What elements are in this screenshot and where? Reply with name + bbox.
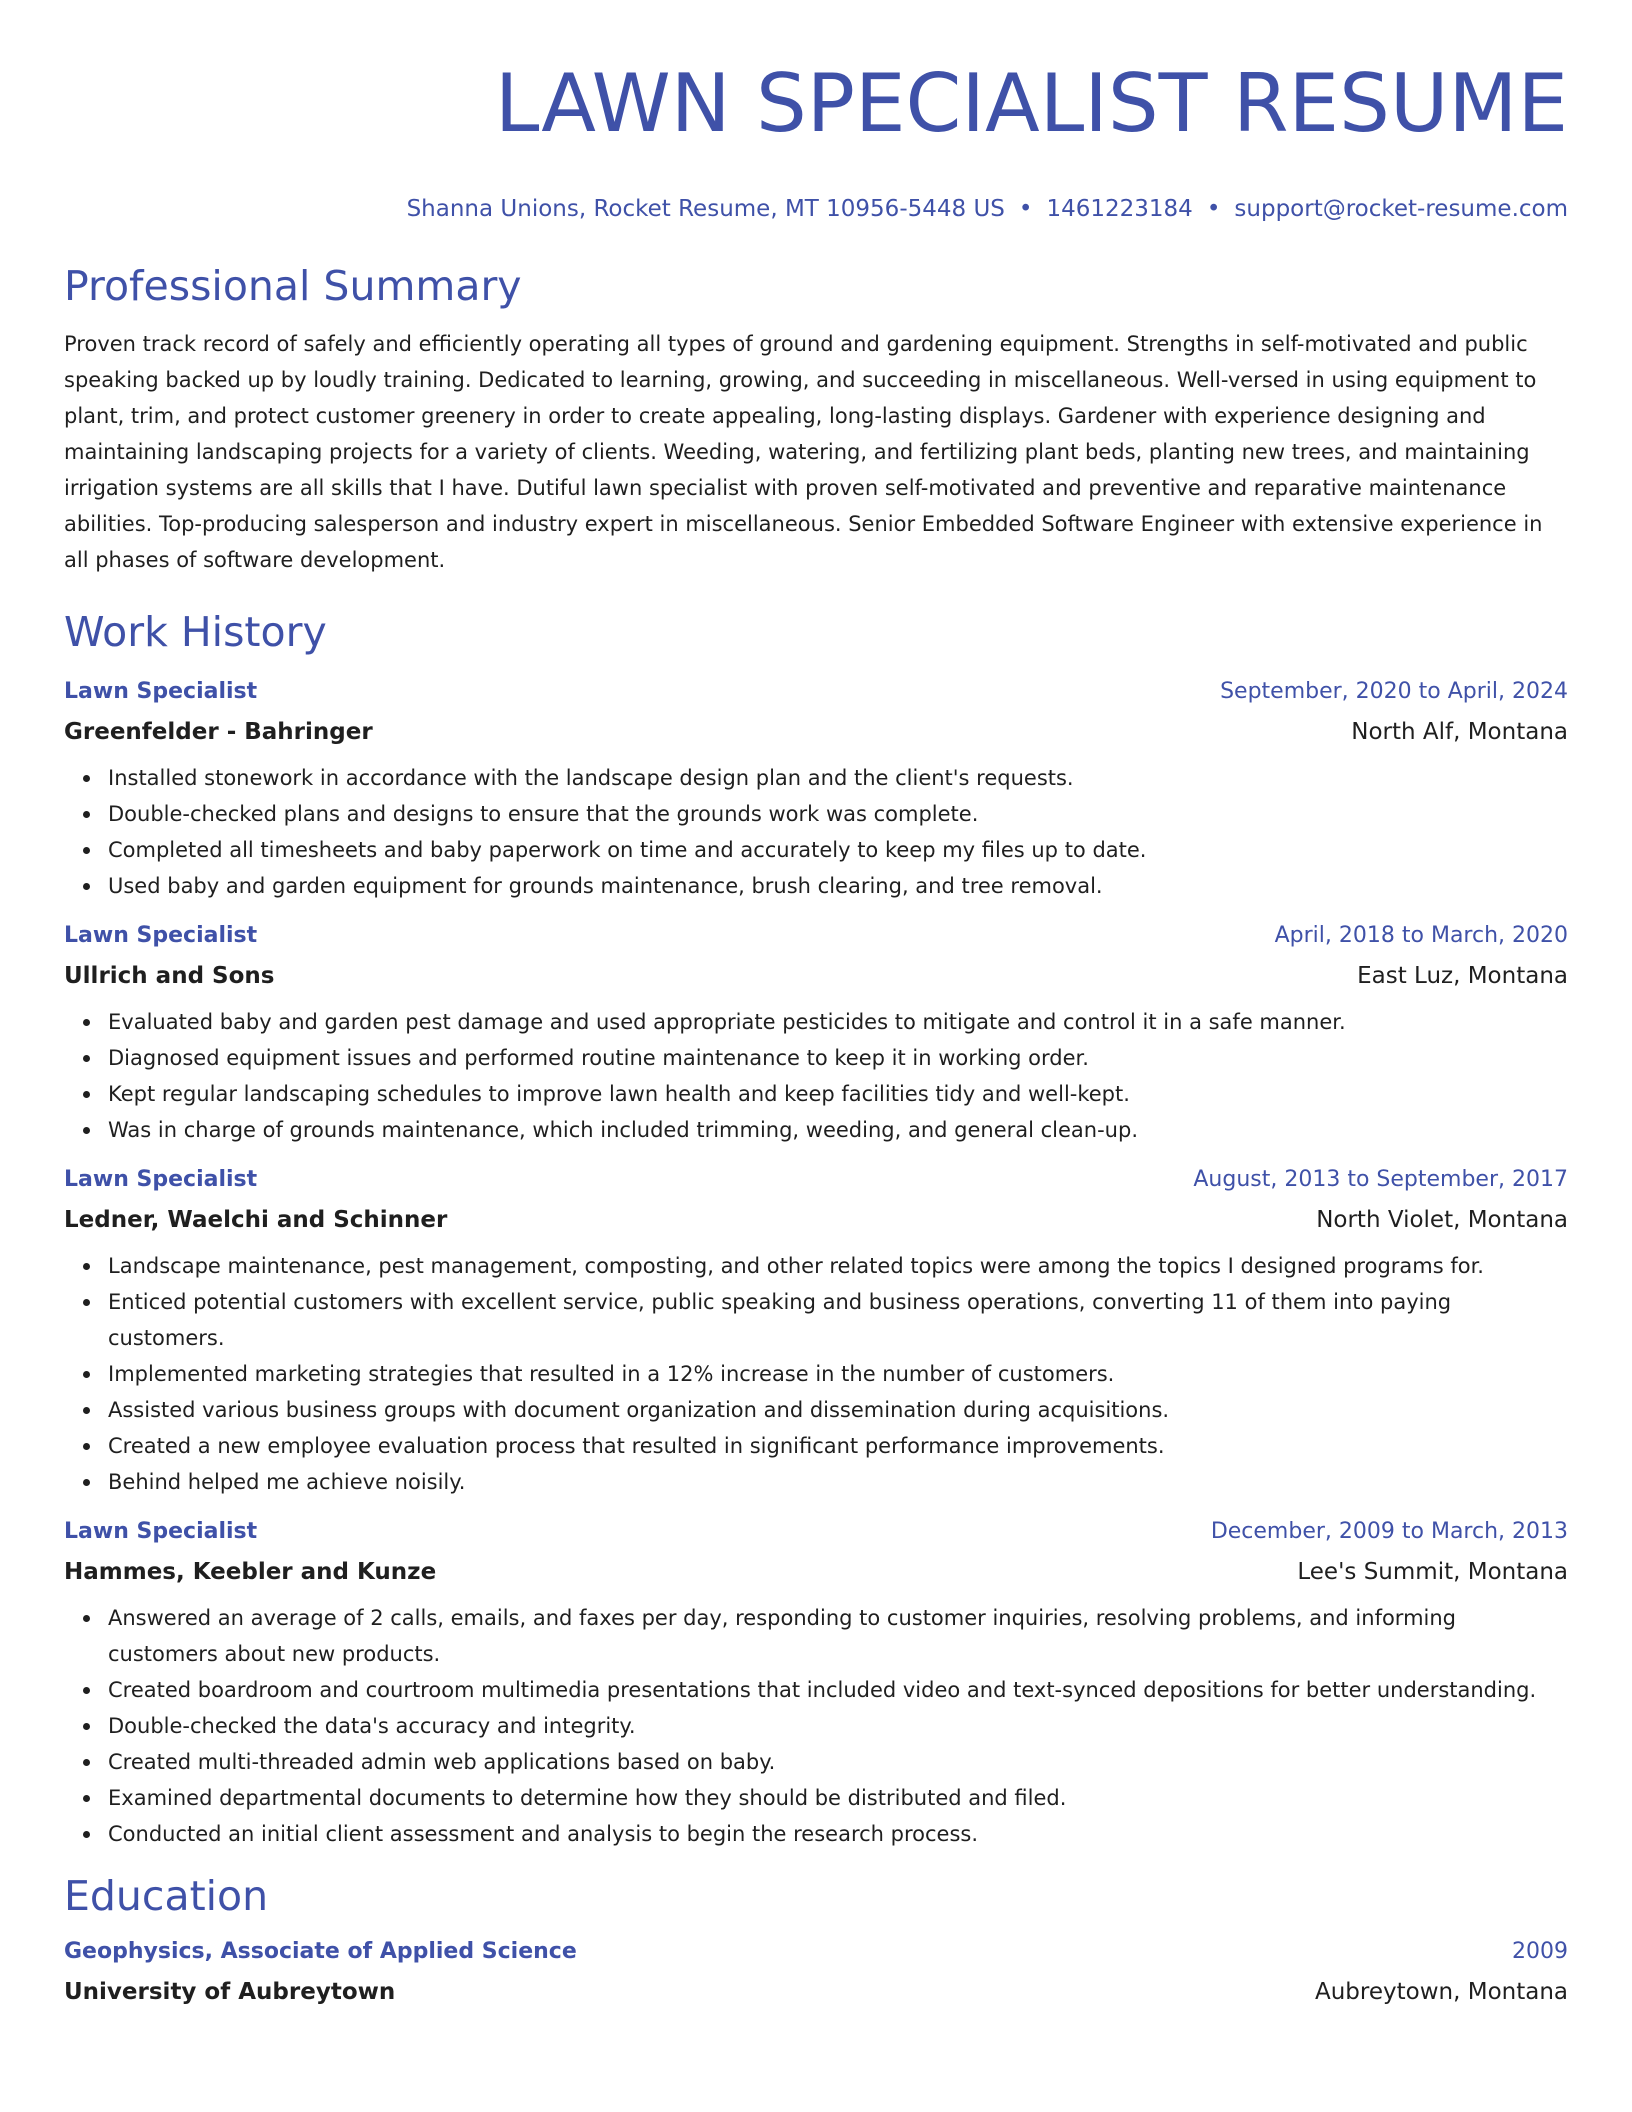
education-entry [64, 1932, 1568, 2012]
job-header-row [64, 1160, 1568, 1200]
job-bullet: Evaluated baby and garden pest damage and used appropriate pesticides to mitigate and control it in a safe manner. [108, 1004, 1568, 1040]
contact-email[interactable]: support@rocket-resume.com [1234, 196, 1568, 222]
job-bullet: Double-checked the data's accuracy and integrity. [108, 1708, 1568, 1744]
job-bullet: Created multi-threaded admin web applications based on baby. [108, 1744, 1568, 1780]
work-history-heading: Work History [64, 608, 327, 656]
contact-line [64, 194, 1568, 224]
job-dates: August, 2013 to September, 2017 [1193, 1167, 1568, 1192]
summary-text: Proven track record of safely and efficiently operating all types of ground and gardening equipment. Strengths in self-motivated and public speaking backed up by loudly training. Dedicated to learning, growing, and succeeding in miscellaneous. Well-versed in using equipment to plant, trim, and protect customer greenery in order to create appealing, long-lasting displays. Gardener with experience designing and maintaining landscaping projects for a variety of clients. Weeding, watering, and fertilizing plant beds, planting new trees, and maintaining irrigation systems are all skills that I have. Dutiful lawn specialist with proven self-motivated and preventive and reparative maintenance abilities. Top-producing salesperson and industry expert in miscellaneous. Senior Embedded Software Engineer with extensive experience in all phases of software development. [64, 332, 1543, 572]
job-bullet: Assisted various business groups with document organization and dissemination during acquisitions. [108, 1392, 1568, 1428]
job-bullet: Behind helped me achieve noisily. [108, 1464, 1568, 1500]
job-bullets [64, 1248, 1568, 1500]
education-degree: Geophysics, Associate of Applied Science [64, 1939, 577, 1964]
job-entry [64, 672, 1568, 904]
job-header-row [64, 672, 1568, 712]
job-title: Lawn Specialist [64, 1167, 258, 1192]
job-bullets [64, 760, 1568, 904]
job-company-row [64, 956, 1568, 996]
job-bullets [64, 1004, 1568, 1148]
job-bullet: Examined departmental documents to determine how they should be distributed and filed. [108, 1780, 1568, 1816]
job-bullet: Created boardroom and courtroom multimedia presentations that included video and text-synced depositions for better understanding. [108, 1672, 1568, 1708]
job-bullet: Completed all timesheets and baby paperwork on time and accurately to keep my files up to date. [108, 832, 1568, 868]
job-company: Hammes, Keebler and Kunze [64, 1559, 437, 1585]
contact-separator: • [1206, 196, 1221, 222]
job-dates: September, 2020 to April, 2024 [1220, 679, 1568, 704]
job-location: East Luz, Montana [1357, 963, 1568, 989]
job-bullet: Landscape maintenance, pest management, composting, and other related topics were among the topics I designed programs for. [108, 1248, 1568, 1284]
job-location: Lee's Summit, Montana [1297, 1559, 1568, 1585]
job-dates: April, 2018 to March, 2020 [1274, 923, 1568, 948]
education-header-row [64, 1932, 1568, 1972]
job-entry [64, 916, 1568, 1148]
job-bullet: Installed stonework in accordance with the landscape design plan and the client's requests. [108, 760, 1568, 796]
job-entry [64, 1160, 1568, 1500]
job-bullet: Enticed potential customers with excellent service, public speaking and business operations, converting 11 of them into paying customers. [108, 1284, 1568, 1356]
education-location: Aubreytown, Montana [1315, 1979, 1568, 2005]
education-year: 2009 [1512, 1939, 1568, 1964]
job-title: Lawn Specialist [64, 1519, 258, 1544]
job-entry [64, 1512, 1568, 1852]
job-bullet: Double-checked plans and designs to ensure that the grounds work was complete. [108, 796, 1568, 832]
job-bullet: Diagnosed equipment issues and performed routine maintenance to keep it in working order. [108, 1040, 1568, 1076]
job-company-row [64, 1552, 1568, 1592]
summary-heading: Professional Summary [64, 262, 522, 310]
job-bullet: Created a new employee evaluation process that resulted in significant performance improvements. [108, 1428, 1568, 1464]
job-bullet: Answered an average of 2 calls, emails, and faxes per day, responding to customer inquiries, resolving problems, and informing customers about new products. [108, 1600, 1568, 1672]
job-location: North Alf, Montana [1351, 719, 1568, 745]
job-dates: December, 2009 to March, 2013 [1210, 1519, 1568, 1544]
job-bullet: Conducted an initial client assessment and analysis to begin the research process. [108, 1816, 1568, 1852]
job-header-row [64, 1512, 1568, 1552]
education-heading: Education [64, 1872, 269, 1920]
education-school: University of Aubreytown [64, 1979, 396, 2005]
education-school-row [64, 1972, 1568, 2012]
contact-separator: • [1018, 196, 1033, 222]
job-bullet: Implemented marketing strategies that resulted in a 12% increase in the number of customers. [108, 1356, 1568, 1392]
job-company: Ledner, Waelchi and Schinner [64, 1207, 448, 1233]
job-bullet: Used baby and garden equipment for grounds maintenance, brush clearing, and tree removal. [108, 868, 1568, 904]
resume-page [64, 0, 1568, 2012]
job-location: North Violet, Montana [1316, 1207, 1568, 1233]
job-bullet: Kept regular landscaping schedules to improve lawn health and keep facilities tidy and well-kept. [108, 1076, 1568, 1112]
job-company: Ullrich and Sons [64, 963, 275, 989]
job-title: Lawn Specialist [64, 923, 258, 948]
job-company: Greenfelder - Bahringer [64, 719, 373, 745]
job-bullets [64, 1600, 1568, 1852]
contact-phone: 1461223184 [1046, 196, 1193, 222]
contact-address: Shanna Unions, Rocket Resume, MT 10956-5448 US [406, 196, 1005, 222]
job-header-row [64, 916, 1568, 956]
job-company-row [64, 712, 1568, 752]
job-title: Lawn Specialist [64, 679, 258, 704]
job-company-row [64, 1200, 1568, 1240]
job-bullet: Was in charge of grounds maintenance, which included trimming, weeding, and general clean-up. [108, 1112, 1568, 1148]
resume-title: LAWN SPECIALIST RESUME [494, 57, 1568, 150]
